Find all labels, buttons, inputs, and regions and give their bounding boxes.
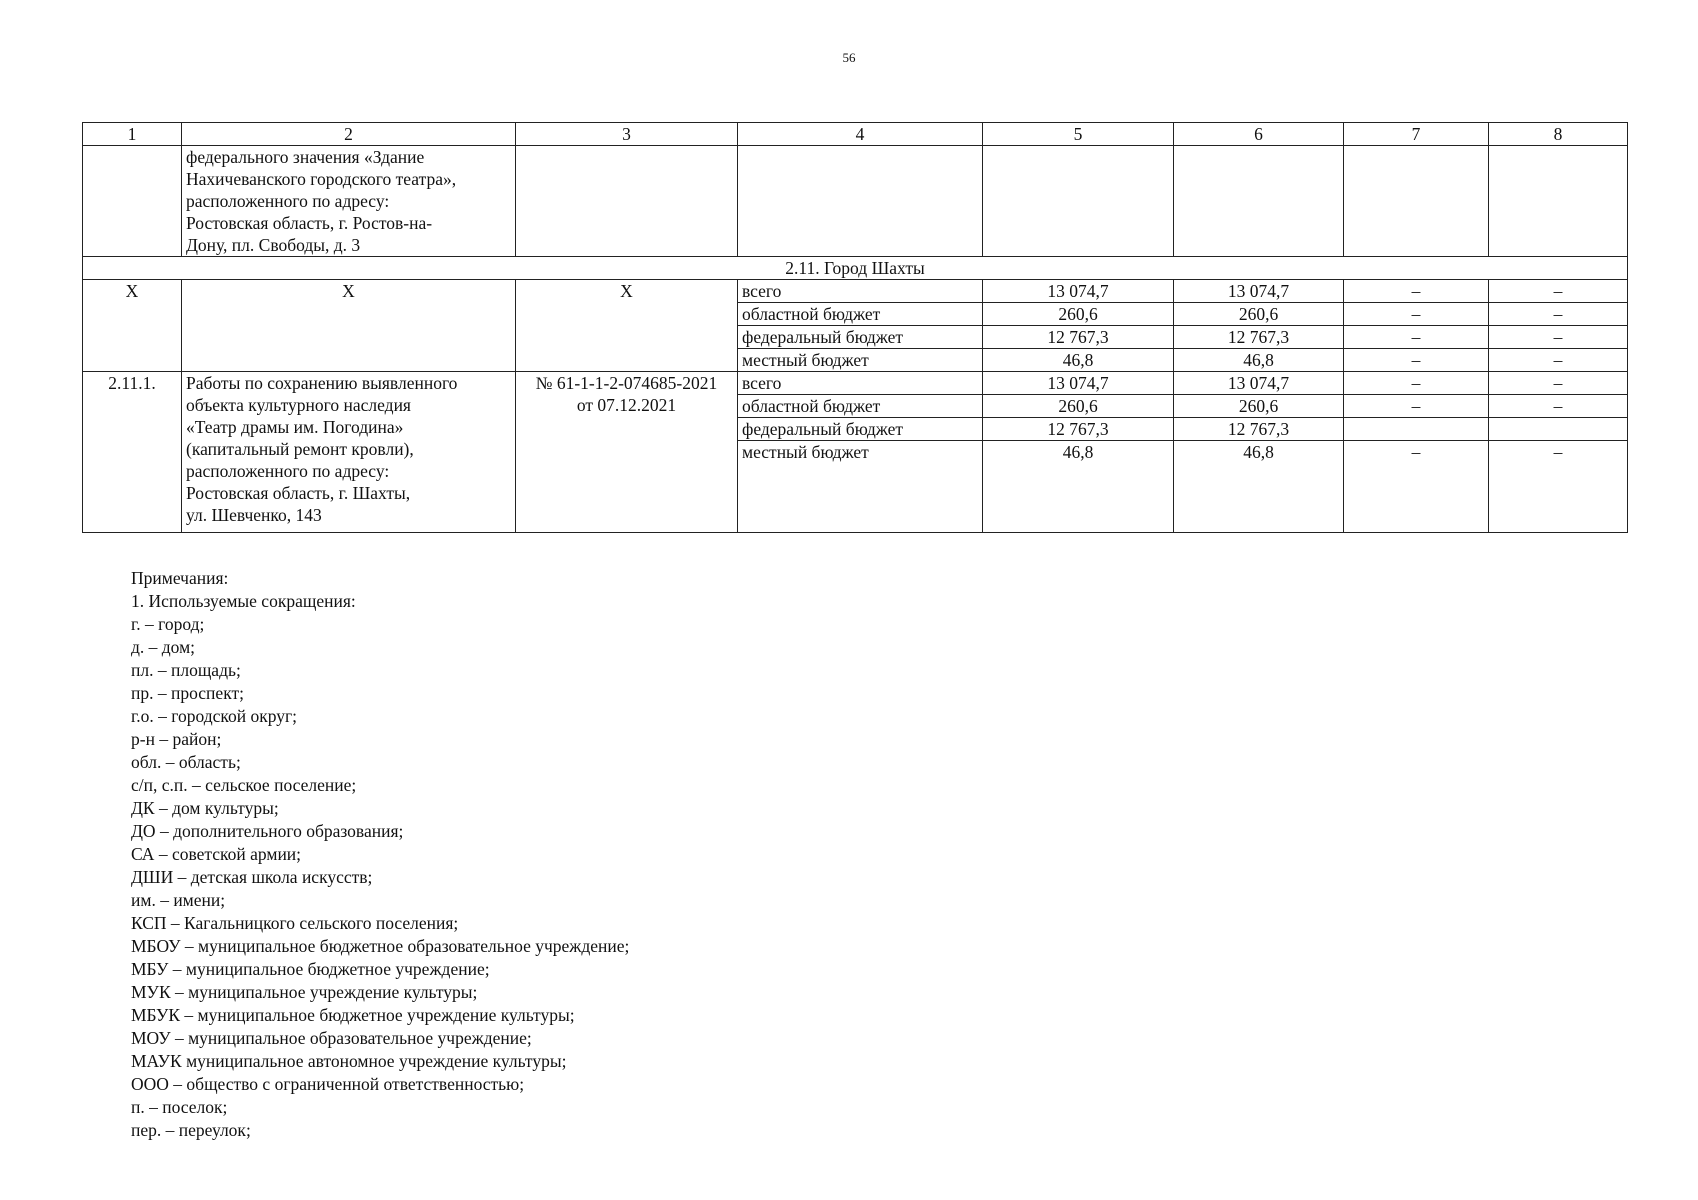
abbreviation-item: г.о. – городской округ;: [131, 706, 298, 726]
value-cell: 260,6: [983, 303, 1174, 326]
section-title: 2.11. Город Шахты: [83, 257, 1628, 280]
value-cell: –: [1489, 280, 1628, 303]
value-cell: –: [1489, 395, 1628, 418]
value-cell: [1489, 418, 1628, 441]
abbreviation-item: п. – поселок;: [131, 1097, 228, 1117]
abbreviation-item: пер. – переулок;: [131, 1120, 251, 1140]
table-row: [83, 372, 1628, 395]
abbreviation-item: МБОУ – муниципальное бюджетное образовательное учреждение;: [131, 936, 630, 956]
budget-label: областной бюджет: [738, 303, 983, 326]
abbreviation-item: ДШИ – детская школа искусств;: [131, 867, 373, 887]
value-cell: 46,8: [983, 349, 1174, 372]
value-cell: 13 074,7: [1174, 372, 1344, 395]
value-cell: 12 767,3: [983, 326, 1174, 349]
column-header: 5: [983, 123, 1174, 146]
abbreviation-item: им. – имени;: [131, 890, 226, 910]
abbreviation-item: КСП – Кагальницкого сельского поселения;: [131, 913, 459, 933]
value-cell: 46,8: [983, 441, 1174, 533]
value-cell: 12 767,3: [1174, 418, 1344, 441]
value-cell: 13 074,7: [983, 280, 1174, 303]
notes-subtitle: 1. Используемые сокращения:: [131, 591, 356, 611]
column-header: 3: [516, 123, 738, 146]
value-cell: 46,8: [1174, 441, 1344, 533]
column-header: 1: [83, 123, 182, 146]
item-number: 2.11.1.: [83, 372, 182, 533]
notes-section: [131, 567, 629, 1142]
notes-title: Примечания:: [131, 568, 229, 588]
value-cell: –: [1344, 326, 1489, 349]
budget-label: федеральный бюджет: [738, 326, 983, 349]
total-c3: Х: [516, 280, 738, 372]
abbreviation-item: ДО – дополнительного образования;: [131, 821, 404, 841]
abbreviation-item: ООО – общество с ограниченной ответственностью;: [131, 1074, 525, 1094]
value-cell: –: [1344, 395, 1489, 418]
column-header: 4: [738, 123, 983, 146]
abbreviation-item: МАУК муниципальное автономное учреждение культуры;: [131, 1051, 567, 1071]
column-header: 2: [182, 123, 516, 146]
abbreviation-item: МБУК – муниципальное бюджетное учреждение культуры;: [131, 1005, 575, 1025]
budget-label: всего: [738, 372, 983, 395]
value-cell: 46,8: [1174, 349, 1344, 372]
abbreviation-item: ДК – дом культуры;: [131, 798, 279, 818]
value-cell: –: [1489, 372, 1628, 395]
value-cell: 13 074,7: [983, 372, 1174, 395]
value-cell: –: [1489, 303, 1628, 326]
abbreviation-item: обл. – область;: [131, 752, 241, 772]
column-header: 8: [1489, 123, 1628, 146]
value-cell: –: [1489, 349, 1628, 372]
value-cell: –: [1489, 441, 1628, 533]
abbreviation-item: д. – дом;: [131, 637, 196, 657]
value-cell: 260,6: [983, 395, 1174, 418]
table-header-row: [83, 123, 1628, 146]
total-c1: Х: [83, 280, 182, 372]
abbreviation-item: пр. – проспект;: [131, 683, 244, 703]
value-cell: –: [1344, 349, 1489, 372]
continuation-description: федерального значения «Здание Нахичеванского городского театра», расположенного по адресу: Ростовская область, г. Ростов-на- Дону, пл. Свободы, д. 3: [182, 146, 516, 257]
column-header: 7: [1344, 123, 1489, 146]
budget-label: федеральный бюджет: [738, 418, 983, 441]
budget-label: местный бюджет: [738, 349, 983, 372]
budget-label: местный бюджет: [738, 441, 983, 533]
total-c2: Х: [182, 280, 516, 372]
budget-table: [82, 122, 1628, 533]
value-cell: 260,6: [1174, 395, 1344, 418]
abbreviation-item: пл. – площадь;: [131, 660, 241, 680]
continuation-row: [83, 146, 1628, 257]
column-header: 6: [1174, 123, 1344, 146]
abbreviation-item: г. – город;: [131, 614, 205, 634]
abbreviation-item: МБУ – муниципальное бюджетное учреждение;: [131, 959, 490, 979]
item-description: Работы по сохранению выявленного объекта культурного наследия «Театр драмы им. Погодина» (капитальный ремонт кровли), расположенного по адресу: Ростовская область, г. Шахты, ул. Шевченко, 143: [182, 372, 516, 533]
abbreviation-item: р-н – район;: [131, 729, 222, 749]
value-cell: –: [1344, 372, 1489, 395]
value-cell: [1344, 418, 1489, 441]
value-cell: –: [1344, 441, 1489, 533]
page-number: 56: [842, 50, 856, 65]
abbreviation-item: МОУ – муниципальное образовательное учреждение;: [131, 1028, 532, 1048]
table-row: [83, 280, 1628, 303]
abbreviation-item: МУК – муниципальное учреждение культуры;: [131, 982, 478, 1002]
abbreviation-item: СА – советской армии;: [131, 844, 302, 864]
section-row: [83, 257, 1628, 280]
value-cell: –: [1489, 326, 1628, 349]
value-cell: 12 767,3: [983, 418, 1174, 441]
abbreviation-list: [131, 613, 629, 1142]
item-document: № 61-1-1-2-074685-2021 от 07.12.2021: [516, 372, 738, 533]
value-cell: 260,6: [1174, 303, 1344, 326]
value-cell: –: [1344, 303, 1489, 326]
budget-label: всего: [738, 280, 983, 303]
budget-label: областной бюджет: [738, 395, 983, 418]
value-cell: 12 767,3: [1174, 326, 1344, 349]
value-cell: –: [1344, 280, 1489, 303]
abbreviation-item: с/п, с.п. – сельское поселение;: [131, 775, 357, 795]
value-cell: 13 074,7: [1174, 280, 1344, 303]
